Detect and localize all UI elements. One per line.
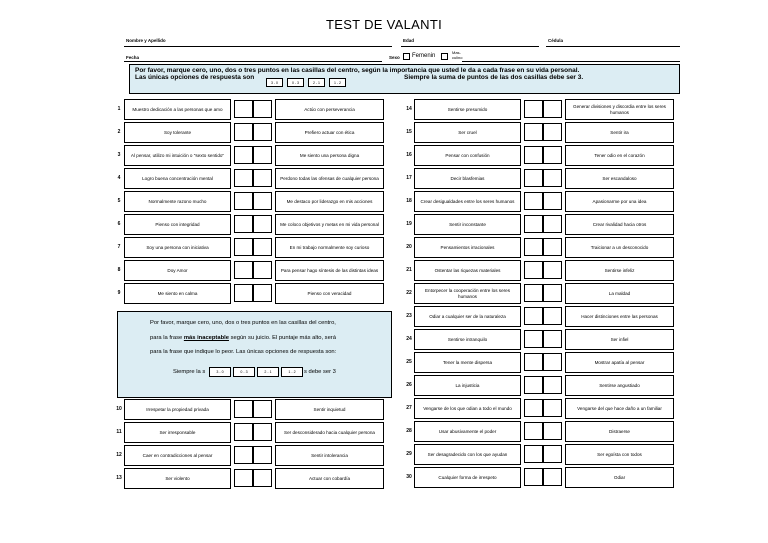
name-label: Nombre y Apellido <box>126 38 166 43</box>
item-number: 27 <box>406 405 412 411</box>
phrase-a: Odiar a cualquier ser de la naturaleza <box>414 306 521 327</box>
sex-label: Sexo <box>389 55 400 60</box>
phrase-a: Entorpecer la cooperación entre los seres humanos <box>414 283 521 304</box>
score-cell-b[interactable] <box>543 100 562 118</box>
score-cell-b[interactable] <box>253 423 272 441</box>
score-cell-b[interactable] <box>253 169 272 187</box>
item-row <box>112 168 392 189</box>
item-number: 17 <box>406 175 412 181</box>
score-cell-b[interactable] <box>543 215 562 233</box>
score-cell-b[interactable] <box>543 422 562 440</box>
item-number: 6 <box>117 221 121 227</box>
score-cell-b[interactable] <box>253 284 272 302</box>
phrase-a: Irrespetar la propiedad privada <box>124 399 231 420</box>
score-cell-b[interactable] <box>543 307 562 325</box>
item-number: 16 <box>406 152 412 158</box>
score-cell-a[interactable] <box>234 423 253 441</box>
score-cell-b[interactable] <box>543 192 562 210</box>
score-cell-a[interactable] <box>524 307 543 325</box>
score-cell-a[interactable] <box>524 330 543 348</box>
item-row <box>402 352 682 373</box>
item-row <box>402 421 682 442</box>
phrase-a: Ser cruel <box>414 122 521 143</box>
item-row <box>402 191 682 212</box>
phrase-a: Usar abusivamente el poder <box>414 421 521 442</box>
option-1-2: 1 - 2 <box>329 78 346 87</box>
item-row <box>112 145 392 166</box>
score-cell-a[interactable] <box>524 468 543 486</box>
instructions-line1: Por favor, marque cero, uno, dos o tres puntos en las casillas del centro, según la importancia que usted le da a cada frase en su vida personal. <box>135 67 580 74</box>
phrase-b: Pienso con veracidad <box>275 283 384 304</box>
score-cell-a[interactable] <box>234 284 253 302</box>
age-field[interactable] <box>401 46 539 47</box>
score-cell-b[interactable] <box>253 123 272 141</box>
page-title: TEST DE VALANTI <box>326 17 442 32</box>
score-cell-a[interactable] <box>524 192 543 210</box>
item-number: 2 <box>117 129 121 135</box>
item-number: 11 <box>116 429 122 435</box>
score-cell-a[interactable] <box>234 123 253 141</box>
phrase-a: Ser desagradecido con los que ayudan <box>414 444 521 465</box>
phrase-b: Perdono todas las ofensas de cualquier persona <box>275 168 384 189</box>
middle-line2a: para la frase <box>150 335 183 341</box>
score-cell-a[interactable] <box>524 376 543 394</box>
sex-line <box>462 61 680 62</box>
phrase-b: La maldad <box>565 283 674 304</box>
phrase-a: Vengarse de los que odian a todo el mundo <box>414 398 521 419</box>
phrase-b: Ser infiel <box>565 329 674 350</box>
name-field[interactable] <box>124 46 392 47</box>
item-number: 26 <box>406 382 412 388</box>
item-row <box>112 122 392 143</box>
item-row <box>402 467 682 488</box>
score-cell-b[interactable] <box>543 330 562 348</box>
item-row <box>402 444 682 465</box>
item-row <box>112 399 392 420</box>
item-row <box>402 260 682 281</box>
score-cell-b[interactable] <box>543 238 562 256</box>
score-cell-a[interactable] <box>524 123 543 141</box>
phrase-b: Distraerse <box>565 421 674 442</box>
phrase-b: Actúo con perseverancia <box>275 99 384 120</box>
phrase-a: Pensar con confusión <box>414 145 521 166</box>
score-cell-a[interactable] <box>234 446 253 464</box>
score-cell-a[interactable] <box>524 238 543 256</box>
phrase-a: La injusticia <box>414 375 521 396</box>
item-row <box>402 283 682 304</box>
option-3-0: 3 - 0 <box>266 78 283 87</box>
phrase-a: Soy tolerante <box>124 122 231 143</box>
phrase-b: Hacer distinciones entre las personas <box>565 306 674 327</box>
phrase-a: Al pensar, utilizo mi intuición o "sexto sentido" <box>124 145 231 166</box>
score-cell-b[interactable] <box>543 353 562 371</box>
item-number: 30 <box>406 474 412 480</box>
phrase-a: Logro buena concentración mental <box>124 168 231 189</box>
item-row <box>402 306 682 327</box>
score-cell-a[interactable] <box>234 238 253 256</box>
item-number: 22 <box>406 290 412 296</box>
phrase-a: Ser irresponsable <box>124 422 231 443</box>
instructions-line2b: Siempre la suma de puntos de las dos casillas debe ser 3. <box>404 74 584 81</box>
phrase-a: Ostentar las riquezas materiales <box>414 260 521 281</box>
item-number: 19 <box>406 221 412 227</box>
phrase-a: Me siento en calma <box>124 283 231 304</box>
phrase-a: Normalmente razono mucho <box>124 191 231 212</box>
score-cell-a[interactable] <box>524 284 543 302</box>
phrase-b: Generar divisiones y discordia entre los seres humanos <box>565 99 674 120</box>
phrase-b: Crear rivalidad hacia otros <box>565 214 674 235</box>
phrase-b: Sentir inquietud <box>275 399 384 420</box>
score-cell-a[interactable] <box>234 261 253 279</box>
item-number: 8 <box>117 267 121 273</box>
score-cell-a[interactable] <box>524 353 543 371</box>
phrase-b: Mostrar apatía al pensar <box>565 352 674 373</box>
item-number: 20 <box>406 244 412 250</box>
middle-line4a: Siempre la s <box>173 369 206 375</box>
item-row <box>402 168 682 189</box>
score-cell-b[interactable] <box>543 284 562 302</box>
phrase-a: Pienso con integridad <box>124 214 231 235</box>
score-cell-b[interactable] <box>253 100 272 118</box>
score-cell-b[interactable] <box>543 468 562 486</box>
phrase-b: Traicionar a un desconocido <box>565 237 674 258</box>
score-cell-b[interactable] <box>253 192 272 210</box>
item-number: 10 <box>116 406 122 412</box>
male-label-line2: culino <box>452 55 463 60</box>
male-label-line1: Mas- <box>452 50 461 55</box>
score-cell-b[interactable] <box>253 446 272 464</box>
middle-option-1-2: 1 - 2 <box>281 367 303 377</box>
phrase-a: Doy Amor <box>124 260 231 281</box>
item-number: 29 <box>406 451 412 457</box>
middle-option-0-3: 0 - 3 <box>233 367 255 377</box>
score-cell-a[interactable] <box>234 100 253 118</box>
middle-line2 <box>150 335 336 341</box>
phrase-b: Actuar con cobardía <box>275 468 384 489</box>
score-cell-b[interactable] <box>543 399 562 417</box>
score-cell-b[interactable] <box>543 261 562 279</box>
score-cell-b[interactable] <box>253 261 272 279</box>
phrase-b: Ser desconsiderado hacia cualquier persona <box>275 422 384 443</box>
item-number: 9 <box>117 290 121 296</box>
item-number: 1 <box>117 106 121 112</box>
date-label: Fecha <box>126 55 140 60</box>
phrase-a: Ser violento <box>124 468 231 489</box>
middle-instructions-box <box>117 311 392 398</box>
phrase-b: Me siento una persona digna <box>275 145 384 166</box>
age-label: Edad <box>403 38 415 43</box>
score-cell-b[interactable] <box>253 469 272 487</box>
option-2-1: 2 - 1 <box>308 78 325 87</box>
score-cell-b[interactable] <box>253 215 272 233</box>
score-cell-a[interactable] <box>234 169 253 187</box>
phrase-a: Pensamientos irracionales <box>414 237 521 258</box>
item-row <box>402 145 682 166</box>
item-number: 23 <box>406 313 412 319</box>
score-cell-b[interactable] <box>253 146 272 164</box>
score-cell-b[interactable] <box>543 169 562 187</box>
score-cell-a[interactable] <box>234 215 253 233</box>
score-cell-b[interactable] <box>543 376 562 394</box>
item-number: 28 <box>406 428 412 434</box>
instructions-line2a: Las únicas opciones de respuesta son <box>135 74 255 81</box>
male-checkbox[interactable] <box>441 53 448 60</box>
score-cell-a[interactable] <box>234 192 253 210</box>
female-label: Femenin <box>412 53 436 59</box>
item-number: 13 <box>116 475 122 481</box>
phrase-b: Ser escandaloso <box>565 168 674 189</box>
instructions-box <box>129 64 680 94</box>
item-row <box>112 214 392 235</box>
score-cell-b[interactable] <box>543 445 562 463</box>
phrase-b: Prefiero actuar con ética <box>275 122 384 143</box>
phrase-b: Sentirse angustiado <box>565 375 674 396</box>
phrase-a: Sentirse intranquilo <box>414 329 521 350</box>
item-row <box>112 191 392 212</box>
score-cell-a[interactable] <box>524 422 543 440</box>
phrase-a: Tener la mente dispersa <box>414 352 521 373</box>
score-cell-a[interactable] <box>524 169 543 187</box>
phrase-b: Para pensar hago síntesis de las distintas ideas <box>275 260 384 281</box>
phrase-b: En mi trabajo normalmente soy curioso <box>275 237 384 258</box>
score-cell-a[interactable] <box>524 261 543 279</box>
item-row <box>112 422 392 443</box>
middle-option-3-0: 3 - 0 <box>209 367 231 377</box>
score-cell-a[interactable] <box>524 215 543 233</box>
id-field[interactable] <box>546 46 680 47</box>
phrase-a: Cualquier forma de irrespeto <box>414 467 521 488</box>
score-cell-a[interactable] <box>234 146 253 164</box>
middle-line2b: según su juicio. El puntaje más alto, será <box>230 335 336 341</box>
score-cell-a[interactable] <box>234 469 253 487</box>
item-row <box>402 99 682 120</box>
item-row <box>112 445 392 466</box>
middle-line3: para la frase que indique lo peor. Las únicas opciones de respuesta son: <box>150 349 337 355</box>
phrase-b: Me coloco objetivos y metas en mi vida personal <box>275 214 384 235</box>
middle-option-2-1: 2 - 1 <box>257 367 279 377</box>
phrase-a: Caer en contradicciones al pensar <box>124 445 231 466</box>
score-cell-a[interactable] <box>234 400 253 418</box>
item-row <box>112 237 392 258</box>
phrase-a: Muestro dedicación a las personas que amo <box>124 99 231 120</box>
item-number: 24 <box>406 336 412 342</box>
phrase-a: Crear desigualdades entre los seres humanos <box>414 191 521 212</box>
item-row <box>112 99 392 120</box>
phrase-b: Sentirse infeliz <box>565 260 674 281</box>
date-field[interactable] <box>124 61 382 62</box>
item-row <box>402 398 682 419</box>
item-row <box>112 260 392 281</box>
phrase-a: Sentir inconstante <box>414 214 521 235</box>
phrase-b: Odiar <box>565 467 674 488</box>
score-cell-a[interactable] <box>524 399 543 417</box>
score-cell-b[interactable] <box>253 238 272 256</box>
item-number: 5 <box>117 198 121 204</box>
item-number: 14 <box>406 106 412 112</box>
phrase-b: Vengarse del que hace daño a un familiar <box>565 398 674 419</box>
item-number: 21 <box>406 267 412 273</box>
item-row <box>112 283 392 304</box>
item-number: 4 <box>117 175 121 181</box>
option-0-3: 0 - 3 <box>287 78 304 87</box>
phrase-a: Sentirse presumido <box>414 99 521 120</box>
item-row <box>402 237 682 258</box>
id-label: Cédula <box>548 38 564 43</box>
middle-line1: Por favor, marque cero, uno, dos o tres puntos en las casillas del centro, <box>150 320 336 326</box>
phrase-b: Sentir ira <box>565 122 674 143</box>
score-cell-b[interactable] <box>543 123 562 141</box>
item-number: 25 <box>406 359 412 365</box>
score-cell-a[interactable] <box>524 100 543 118</box>
most-unacceptable-text: más inaceptable <box>183 335 229 341</box>
phrase-b: Ser egoísta con todos <box>565 444 674 465</box>
item-number: 18 <box>406 198 412 204</box>
item-row <box>402 214 682 235</box>
phrase-b: Sentir intolerancia <box>275 445 384 466</box>
item-row <box>402 375 682 396</box>
phrase-a: Decir blasfemias <box>414 168 521 189</box>
score-cell-a[interactable] <box>524 146 543 164</box>
phrase-b: Tener odio en el corazón <box>565 145 674 166</box>
item-number: 7 <box>117 244 121 250</box>
phrase-a: Soy una persona con iniciativa <box>124 237 231 258</box>
item-number: 12 <box>116 452 122 458</box>
item-number: 3 <box>117 152 121 158</box>
score-cell-b[interactable] <box>543 146 562 164</box>
item-row <box>112 468 392 489</box>
phrase-b: Me destaco por liderazgo en mis acciones <box>275 191 384 212</box>
middle-line4b: s debe ser 3 <box>304 369 336 375</box>
female-checkbox[interactable] <box>403 53 410 60</box>
score-cell-a[interactable] <box>524 445 543 463</box>
phrase-b: Apasionarme por una idea <box>565 191 674 212</box>
item-row <box>402 329 682 350</box>
score-cell-b[interactable] <box>253 400 272 418</box>
item-row <box>402 122 682 143</box>
item-number: 15 <box>406 129 412 135</box>
